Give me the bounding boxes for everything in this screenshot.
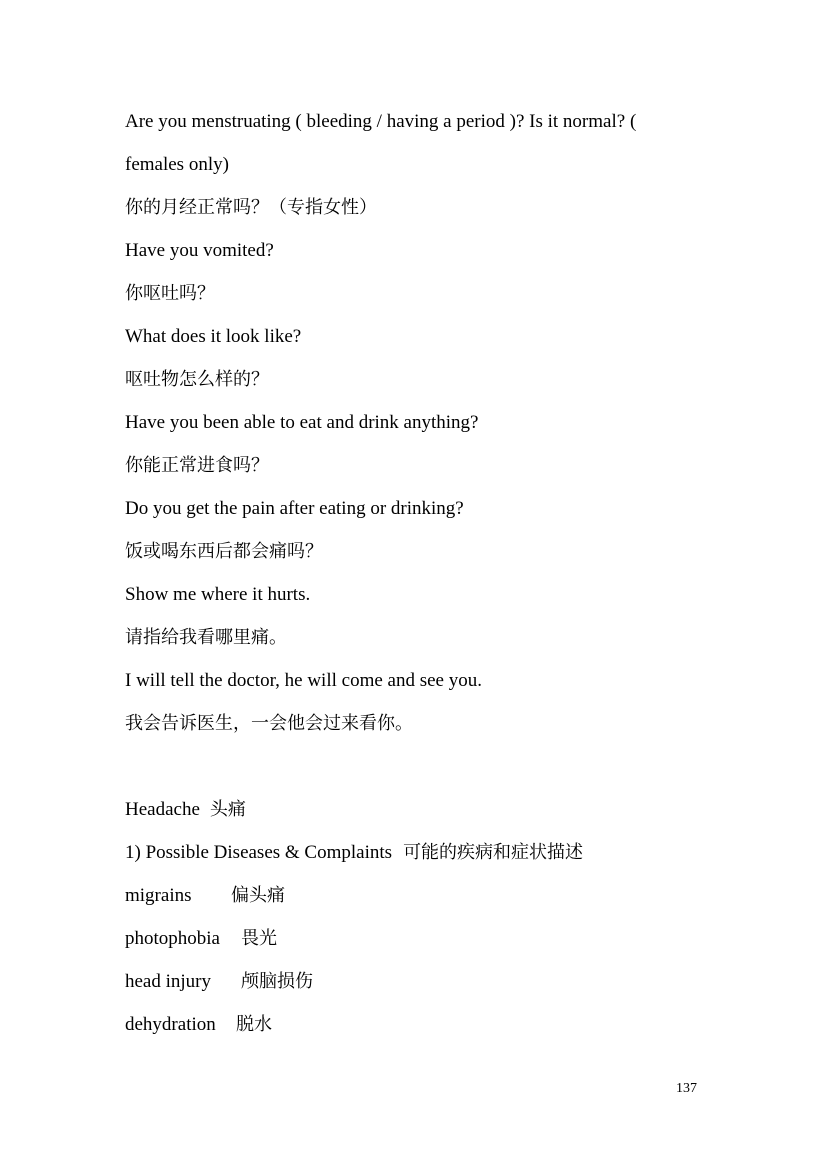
question-vomited-en: Have you vomited?: [125, 240, 274, 261]
page-number: 137: [676, 1081, 697, 1096]
question-vomited-cn: 你呕吐吗？: [125, 283, 215, 304]
term-row: [125, 927, 277, 951]
term-en: migrains: [125, 885, 192, 906]
term-cn: 偏头痛: [231, 885, 285, 906]
question-menstruation-cn: 你的月经正常吗？（专指女性）: [125, 197, 377, 218]
section-subheading-cn: 可能的疾病和症状描述: [403, 842, 584, 863]
section-heading: [125, 798, 246, 822]
question-pain-after-eating-cn: 饭或喝东西后都会痛吗？: [125, 541, 323, 562]
section-heading-cn: 头痛: [209, 799, 246, 820]
request-show-hurt-cn: 请指给我看哪里痛。: [125, 627, 287, 648]
term-en: head injury: [125, 971, 212, 992]
question-look-like-en: What does it look like?: [125, 326, 302, 347]
term-cn: 畏光: [241, 928, 277, 949]
statement-tell-doctor-cn: 我会告诉医生，一会他会过来看你。: [125, 713, 413, 734]
statement-tell-doctor-en: I will tell the doctor, he will come and see you.: [125, 670, 482, 691]
term-row: [125, 970, 313, 994]
question-eat-drink-en: Have you been able to eat and drink anything?: [125, 412, 479, 433]
section-subheading: [125, 841, 583, 865]
question-look-like-cn: 呕吐物怎么样的？: [125, 369, 269, 390]
question-menstruation-en-cont: females only): [125, 154, 229, 175]
term-row: [125, 884, 285, 908]
question-pain-after-eating-en: Do you get the pain after eating or drinking?: [125, 498, 464, 519]
question-menstruation-en: Are you menstruating ( bleeding / having a period )? Is it normal? (: [125, 111, 637, 132]
section-heading-en: Headache: [125, 799, 200, 820]
term-en: dehydration: [125, 1014, 216, 1035]
term-row: [125, 1013, 272, 1037]
section-subheading-en: 1) Possible Diseases & Complaints: [125, 842, 393, 863]
term-cn: 颅脑损伤: [241, 971, 313, 992]
request-show-hurt-en: Show me where it hurts.: [125, 584, 311, 605]
question-eat-drink-cn: 你能正常进食吗？: [125, 455, 269, 476]
term-cn: 脱水: [236, 1014, 272, 1035]
term-en: photophobia: [125, 928, 220, 949]
